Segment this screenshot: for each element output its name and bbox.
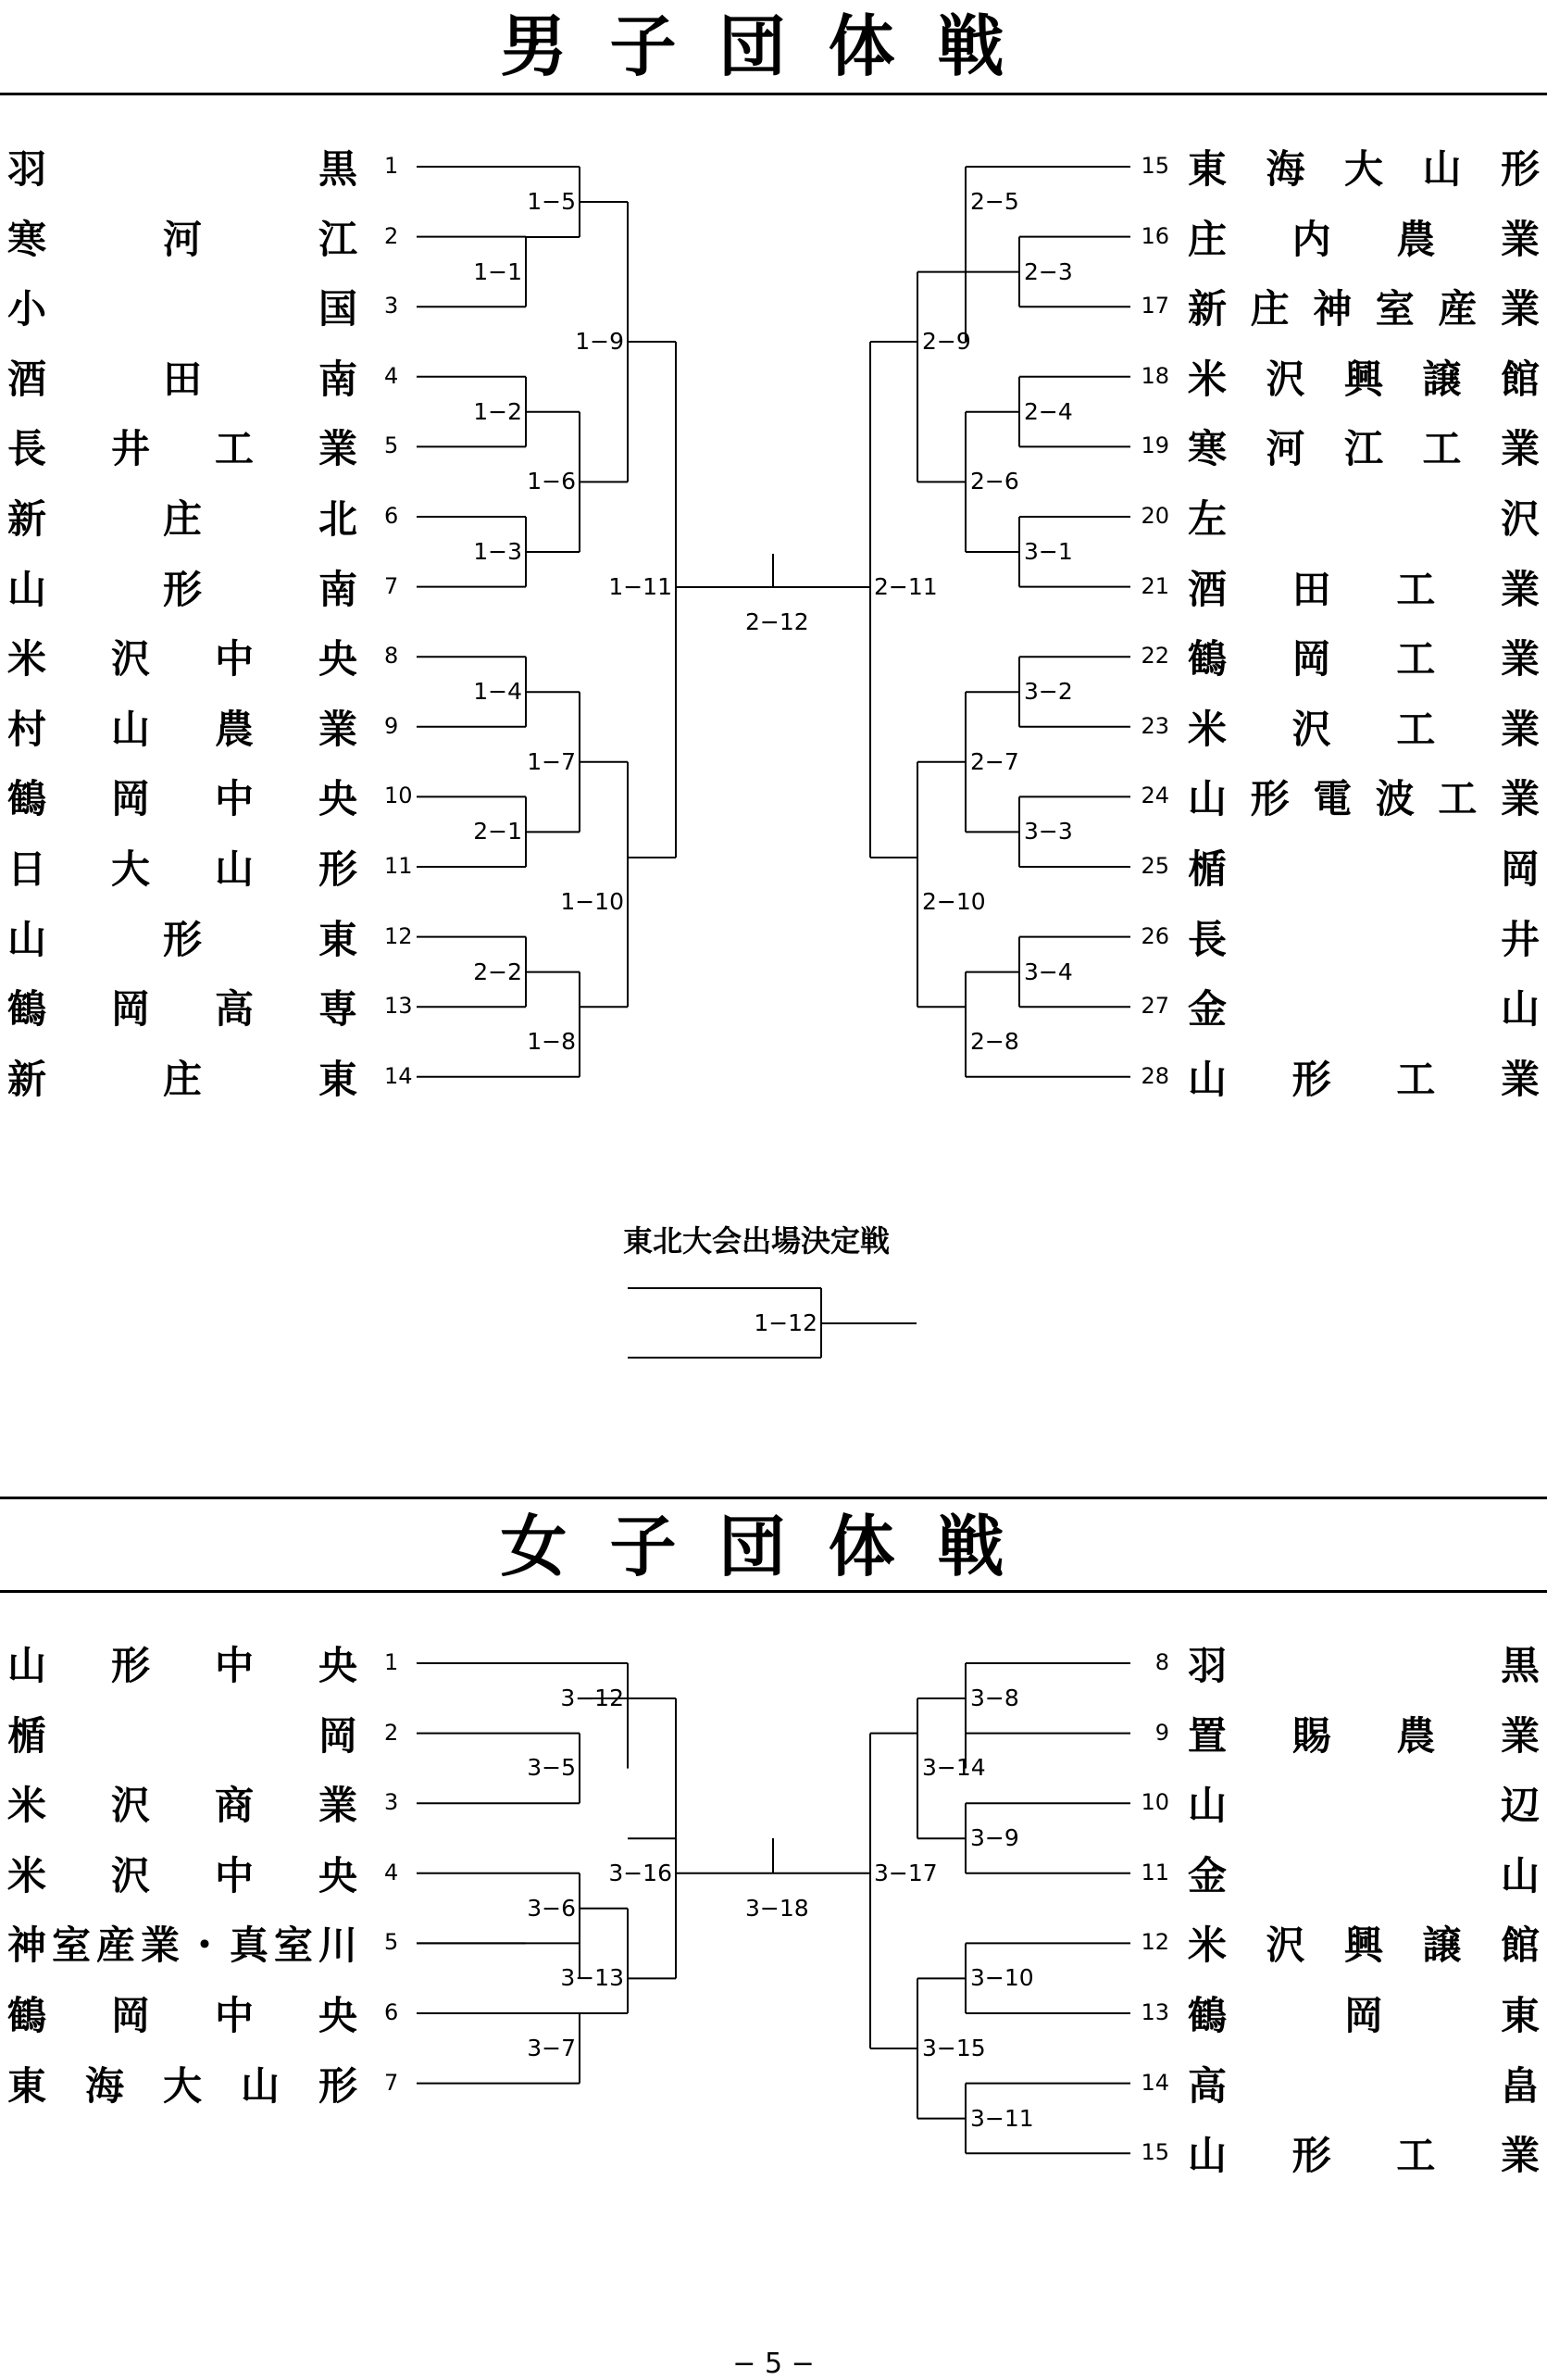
women-left-seed-7: 7 xyxy=(384,2069,399,2096)
women-left-team-2: 楯 岡 xyxy=(7,1712,357,1759)
men-right-team-22: 鶴 岡 工 業 xyxy=(1188,636,1540,683)
men-right-seed-23: 23 xyxy=(1141,712,1169,739)
men-left-seed-4: 4 xyxy=(384,362,399,389)
men-right-team-23: 米 沢 工 業 xyxy=(1188,706,1540,752)
match-3-12: 3−12 xyxy=(560,1685,624,1711)
men-right-team-18: 米 沢 興 譲 館 xyxy=(1188,356,1540,402)
men-right-team-25: 楯 岡 xyxy=(1188,846,1540,892)
women-right-team-12: 米 沢 興 譲 館 xyxy=(1188,1923,1540,1969)
match-3-13: 3−13 xyxy=(560,1964,624,1991)
match-1-12: 1−12 xyxy=(754,1309,817,1336)
women-title: 女子団体戦 xyxy=(500,1507,1047,1585)
women-right-seed-8: 8 xyxy=(1154,1649,1169,1675)
women-right-seed-11: 11 xyxy=(1141,1859,1169,1885)
match-3-15: 3−15 xyxy=(922,2035,986,2061)
men-left-seed-8: 8 xyxy=(384,643,399,670)
women-right-seed-13: 13 xyxy=(1141,1999,1169,2025)
women-right-seed-12: 12 xyxy=(1141,1929,1169,1956)
match-2-5: 2−5 xyxy=(970,188,1019,215)
men-left-seed-13: 13 xyxy=(384,993,413,1020)
match-2-6: 2−6 xyxy=(970,468,1019,495)
men-left-seed-9: 9 xyxy=(384,712,399,739)
match-3-6: 3−6 xyxy=(527,1895,576,1922)
men-right-seed-19: 19 xyxy=(1141,432,1169,459)
men-left-team-14: 新 庄 東 xyxy=(7,1056,357,1102)
women-left-seed-4: 4 xyxy=(384,1859,399,1885)
men-right-team-17: 新 庄 神 室 産 業 xyxy=(1188,286,1540,332)
men-left-seed-3: 3 xyxy=(384,293,399,319)
match-3-11: 3−11 xyxy=(970,2105,1034,2132)
match-1-2: 1−2 xyxy=(473,398,522,425)
men-right-team-15: 東 海 大 山 形 xyxy=(1188,146,1540,192)
match-2-4: 2−4 xyxy=(1024,398,1073,425)
men-right-seed-17: 17 xyxy=(1141,293,1169,319)
match-2-7: 2−7 xyxy=(970,748,1019,775)
qualifier-caption: 東北大会出場決定戦 xyxy=(623,1223,891,1259)
men-left-team-8: 米 沢 中 央 xyxy=(7,636,357,683)
men-left-seed-7: 7 xyxy=(384,572,399,599)
men-left-seed-14: 14 xyxy=(384,1062,413,1089)
women-left-team-3: 米 沢 商 業 xyxy=(7,1783,357,1829)
men-left-seed-2: 2 xyxy=(384,222,399,249)
match-1-1: 1−1 xyxy=(473,258,522,285)
men-left-seed-10: 10 xyxy=(384,783,413,809)
men-right-seed-25: 25 xyxy=(1141,853,1169,879)
women-right-seed-10: 10 xyxy=(1141,1789,1169,1816)
men-left-team-7: 山 形 南 xyxy=(7,566,357,612)
women-left-team-1: 山 形 中 央 xyxy=(7,1643,357,1688)
men-right-seed-18: 18 xyxy=(1141,362,1169,389)
men-right-team-27: 金 山 xyxy=(1188,986,1540,1033)
men-title: 男子団体戦 xyxy=(500,6,1047,85)
men-right-team-20: 左 沢 xyxy=(1188,496,1540,542)
men-right-seed-26: 26 xyxy=(1141,922,1169,949)
women-right-team-13: 鶴 岡 東 xyxy=(1188,1993,1540,2038)
men-right-team-19: 寒 河 江 工 業 xyxy=(1188,426,1540,472)
women-right-team-8: 羽 黒 xyxy=(1188,1643,1540,1688)
match-3-2: 3−2 xyxy=(1024,678,1073,705)
men-right-seed-20: 20 xyxy=(1141,503,1169,529)
women-right-seed-15: 15 xyxy=(1141,2139,1169,2166)
match-1-11: 1−11 xyxy=(608,573,672,600)
women-left-seed-6: 6 xyxy=(384,1999,399,2025)
match-3-17: 3−17 xyxy=(874,1860,938,1886)
men-right-seed-28: 28 xyxy=(1141,1062,1169,1089)
women-left-team-7: 東 海 大 山 形 xyxy=(7,2062,357,2109)
women-right-team-9: 置 賜 農 業 xyxy=(1188,1712,1540,1759)
match-2-2: 2−2 xyxy=(473,958,522,985)
men-right-team-24: 山 形 電 波 工 業 xyxy=(1188,776,1540,822)
match-2-9: 2−9 xyxy=(922,328,971,355)
women-right-team-10: 山 辺 xyxy=(1188,1783,1540,1829)
page-number: − 5 − xyxy=(732,2348,815,2380)
match-2-12: 2−12 xyxy=(745,608,809,635)
men-left-seed-5: 5 xyxy=(384,432,399,459)
match-3-9: 3−9 xyxy=(970,1824,1019,1851)
match-1-8: 1−8 xyxy=(527,1028,576,1055)
match-3-10: 3−10 xyxy=(970,1964,1034,1991)
men-right-team-16: 庄 内 農 業 xyxy=(1188,216,1540,262)
men-right-seed-15: 15 xyxy=(1141,153,1169,179)
match-3-18: 3−18 xyxy=(745,1895,809,1922)
match-1-6: 1−6 xyxy=(527,468,576,495)
match-2-3: 2−3 xyxy=(1024,258,1073,285)
women-right-team-11: 金 山 xyxy=(1188,1852,1540,1898)
men-left-team-13: 鶴 岡 高 専 xyxy=(7,986,357,1033)
match-2-8: 2−8 xyxy=(970,1028,1019,1055)
match-3-7: 3−7 xyxy=(527,2035,576,2061)
match-1-5: 1−5 xyxy=(527,188,576,215)
match-1-7: 1−7 xyxy=(527,748,576,775)
men-left-team-3: 小 国 xyxy=(7,286,357,332)
women-left-team-5: 神 室 産 業 ・ 真 室 川 xyxy=(7,1923,357,1969)
men-left-team-12: 山 形 東 xyxy=(7,916,357,962)
men-left-team-4: 酒 田 南 xyxy=(7,356,357,402)
men-left-team-6: 新 庄 北 xyxy=(7,496,357,542)
match-3-5: 3−5 xyxy=(527,1754,576,1781)
women-right-seed-9: 9 xyxy=(1154,1719,1169,1746)
women-left-seed-3: 3 xyxy=(384,1789,399,1816)
women-right-seed-14: 14 xyxy=(1141,2069,1169,2096)
men-left-team-2: 寒 河 江 xyxy=(7,216,357,262)
women-right-team-14: 高 畠 xyxy=(1188,2062,1540,2109)
match-2-1: 2−1 xyxy=(473,818,522,845)
men-right-seed-16: 16 xyxy=(1141,222,1169,249)
men-left-team-11: 日 大 山 形 xyxy=(7,846,357,892)
men-left-seed-11: 11 xyxy=(384,853,413,879)
men-left-seed-6: 6 xyxy=(384,503,399,529)
match-2-11: 2−11 xyxy=(874,573,938,600)
women-left-seed-2: 2 xyxy=(384,1719,399,1746)
match-2-10: 2−10 xyxy=(922,888,986,915)
men-left-team-10: 鶴 岡 中 央 xyxy=(7,776,357,822)
women-left-team-6: 鶴 岡 中 央 xyxy=(7,1993,357,2038)
men-left-seed-1: 1 xyxy=(384,153,399,179)
women-right-team-15: 山 形 工 業 xyxy=(1188,2133,1540,2179)
match-1-4: 1−4 xyxy=(473,678,522,705)
match-3-3: 3−3 xyxy=(1024,818,1073,845)
men-right-team-26: 長 井 xyxy=(1188,916,1540,962)
men-right-team-21: 酒 田 工 業 xyxy=(1188,566,1540,612)
match-3-14: 3−14 xyxy=(922,1754,986,1781)
men-right-seed-27: 27 xyxy=(1141,993,1169,1020)
match-3-1: 3−1 xyxy=(1024,538,1073,565)
men-left-team-9: 村 山 農 業 xyxy=(7,706,357,752)
men-left-team-5: 長 井 工 業 xyxy=(7,426,357,472)
men-right-seed-22: 22 xyxy=(1141,643,1169,670)
men-right-seed-21: 21 xyxy=(1141,572,1169,599)
women-left-seed-5: 5 xyxy=(384,1929,399,1956)
men-right-team-28: 山 形 工 業 xyxy=(1188,1056,1540,1102)
match-1-9: 1−9 xyxy=(575,328,624,355)
women-left-seed-1: 1 xyxy=(384,1649,399,1675)
women-left-team-4: 米 沢 中 央 xyxy=(7,1852,357,1898)
match-1-3: 1−3 xyxy=(473,538,522,565)
match-1-10: 1−10 xyxy=(560,888,624,915)
men-left-team-1: 羽 黒 xyxy=(7,146,357,192)
men-right-seed-24: 24 xyxy=(1141,783,1169,809)
men-left-seed-12: 12 xyxy=(384,922,413,949)
match-3-8: 3−8 xyxy=(970,1685,1019,1711)
match-3-4: 3−4 xyxy=(1024,958,1073,985)
match-3-16: 3−16 xyxy=(608,1860,672,1886)
